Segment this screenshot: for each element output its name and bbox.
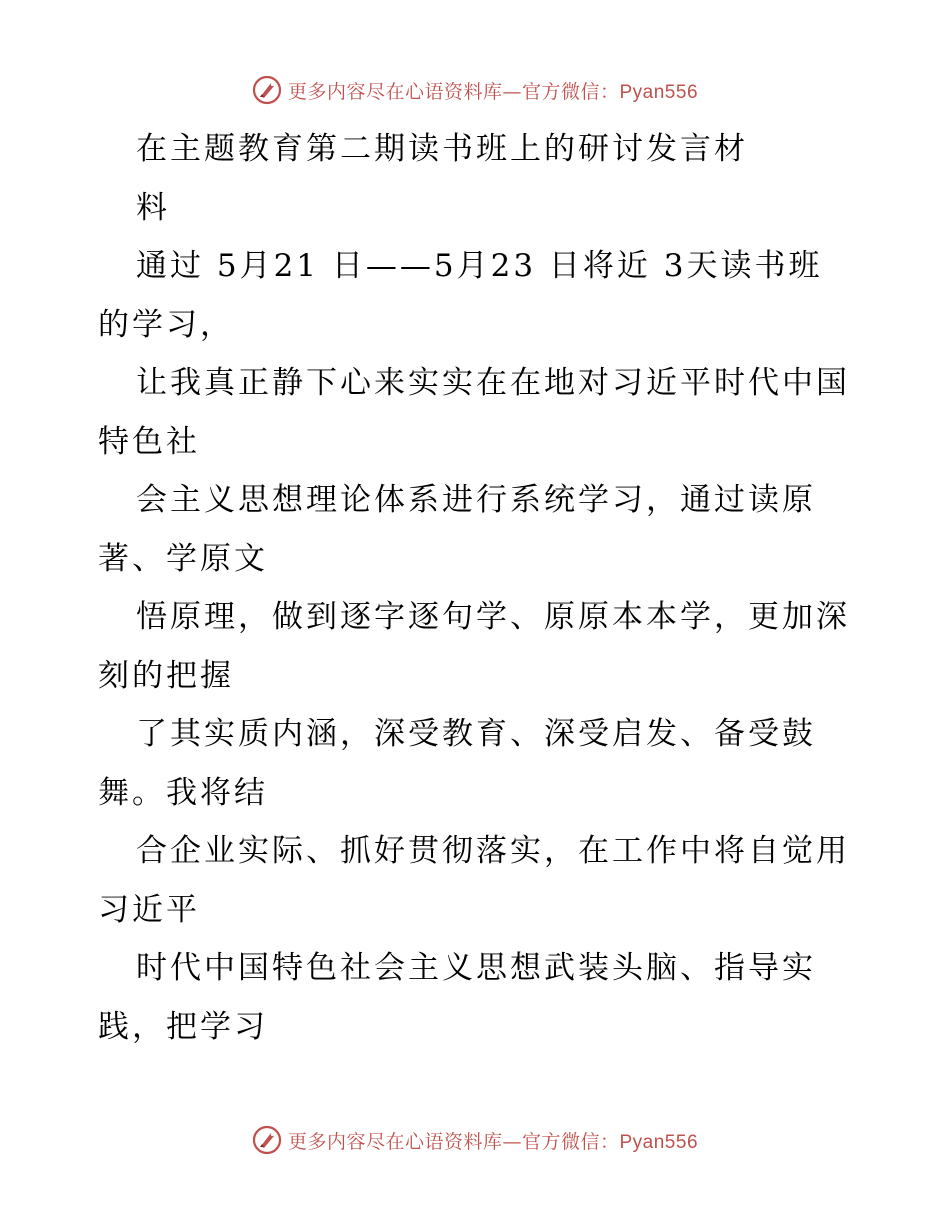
text-line: 舞。我将结 bbox=[98, 774, 268, 811]
text-line: 让我真正静下心来实实在在地对习近平时代中国 bbox=[136, 365, 850, 401]
text-line: 悟原理，做到逐字逐句学、原原本本学，更加深 bbox=[136, 599, 850, 635]
text-line: 合企业实际、抓好贯彻落实，在工作中将自觉用 bbox=[136, 833, 850, 869]
watermark-text: 更多内容尽在心语资料库—官方微信： bbox=[287, 1130, 620, 1153]
watermark-id: Pyan556 bbox=[619, 1131, 699, 1153]
text-line: 刻的把握 bbox=[98, 657, 234, 694]
pen-logo-icon bbox=[252, 1125, 282, 1155]
text-line: 会主义思想理论体系进行系统学习，通过读原 bbox=[136, 482, 816, 518]
text-line: 了其实质内涵，深受教育、深受启发、备受鼓 bbox=[136, 716, 816, 752]
pen-logo-icon bbox=[252, 75, 282, 105]
text-line: 践，把学习 bbox=[98, 1008, 268, 1045]
text-line: 著、学原文 bbox=[98, 540, 268, 577]
text-line: 的学习， bbox=[98, 306, 234, 343]
text-line: 特色社 bbox=[98, 423, 200, 460]
watermark-id: Pyan556 bbox=[619, 81, 699, 103]
text-line: 料 bbox=[136, 189, 170, 226]
watermark-text: 更多内容尽在心语资料库—官方微信： bbox=[287, 80, 620, 103]
footer-watermark bbox=[0, 1120, 950, 1160]
text-line: 时代中国特色社会主义思想武装头脑、指导实 bbox=[136, 950, 816, 986]
document-body bbox=[98, 120, 858, 1056]
text-line: 在主题教育第二期读书班上的研讨发言材 bbox=[136, 131, 748, 167]
text-line: 习近平 bbox=[98, 891, 200, 928]
header-watermark bbox=[0, 70, 950, 110]
text-line: 通过 5月21 日——5月23 日将近 3天读书班 bbox=[136, 248, 823, 284]
